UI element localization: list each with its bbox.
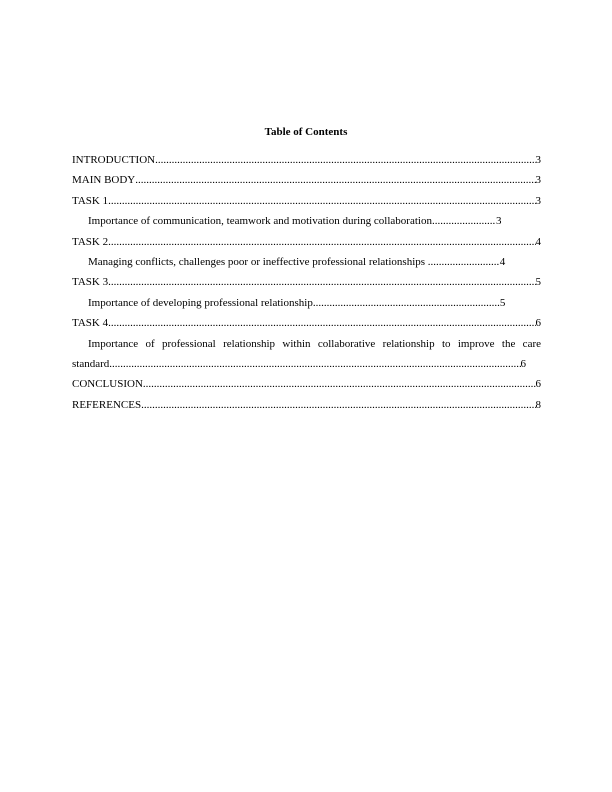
toc-page-number: 3: [535, 154, 541, 166]
toc-page-number: 3: [495, 215, 502, 228]
toc-page-number: 6: [520, 357, 526, 370]
toc-page-number: 3: [535, 194, 541, 207]
toc-dot-leader: [155, 150, 535, 170]
toc-entry-label: Importance of communication, teamwork and motivation during collaboration: [88, 215, 432, 228]
toc-entry-conclusion[interactable]: [72, 374, 541, 394]
toc-entry-task-4[interactable]: [72, 313, 541, 333]
toc-page-number: 5: [499, 296, 506, 309]
toc-entry-label: INTRODUCTION: [72, 154, 156, 166]
toc-entry-label-continued: [72, 354, 526, 374]
toc-entry-communication-teamwork[interactable]: [72, 211, 542, 231]
toc-entry-task-1[interactable]: [72, 191, 541, 211]
toc-entry-introduction[interactable]: [72, 150, 541, 170]
toc-dot-leader: [108, 313, 535, 333]
toc-entry-label: Importance of developing professional relationship: [88, 296, 313, 309]
toc-dot-leader: [109, 354, 520, 374]
toc-entry-care-standard[interactable]: [72, 334, 541, 375]
toc-entry-references[interactable]: [72, 395, 541, 415]
toc-dot-leader: [108, 272, 535, 292]
toc-dot-leader: [432, 211, 496, 231]
toc-dot-leader: [141, 395, 535, 415]
toc-title: Table of Contents: [264, 126, 348, 138]
toc-page-number: 4: [535, 235, 541, 248]
toc-entry-task-2[interactable]: [72, 232, 541, 252]
toc-dot-leader: [143, 374, 536, 394]
toc-dot-leader: [313, 293, 500, 313]
toc-page-number: 3: [535, 174, 541, 187]
toc-page-number: 5: [535, 276, 541, 289]
toc-page-number: 4: [499, 255, 506, 268]
toc-entry-developing-relationship[interactable]: [72, 293, 541, 313]
toc-entry-label: TASK 2: [72, 235, 109, 248]
toc-dot-leader: [108, 191, 535, 211]
toc-page-number: 6: [535, 378, 541, 391]
toc-entry-managing-conflicts[interactable]: [72, 252, 542, 272]
toc-entry-label: REFERENCES: [72, 398, 142, 411]
toc-dot-leader: [135, 170, 535, 190]
toc-entry-task-3[interactable]: [72, 272, 541, 292]
toc-entry-label: TASK 4: [72, 317, 109, 330]
toc-entry-main-body[interactable]: [72, 170, 541, 190]
toc-page-number: 6: [535, 317, 541, 330]
toc-page-number: 8: [535, 398, 541, 411]
toc-entry-label-end: standard: [72, 357, 110, 370]
toc-entry-label: MAIN BODY: [72, 174, 136, 187]
toc-entry-label: Importance of professional relationship within collaborative relationship to improve the care: [88, 337, 541, 350]
toc-list: [72, 150, 541, 415]
toc-dot-leader: [428, 252, 500, 272]
toc-entry-label: CONCLUSION: [72, 378, 143, 391]
toc-entry-label: Managing conflicts, challenges poor or ineffective professional relationships: [88, 255, 428, 268]
toc-entry-label: TASK 3: [72, 276, 109, 289]
toc-entry-label: TASK 1: [72, 194, 109, 207]
toc-dot-leader: [108, 232, 535, 252]
